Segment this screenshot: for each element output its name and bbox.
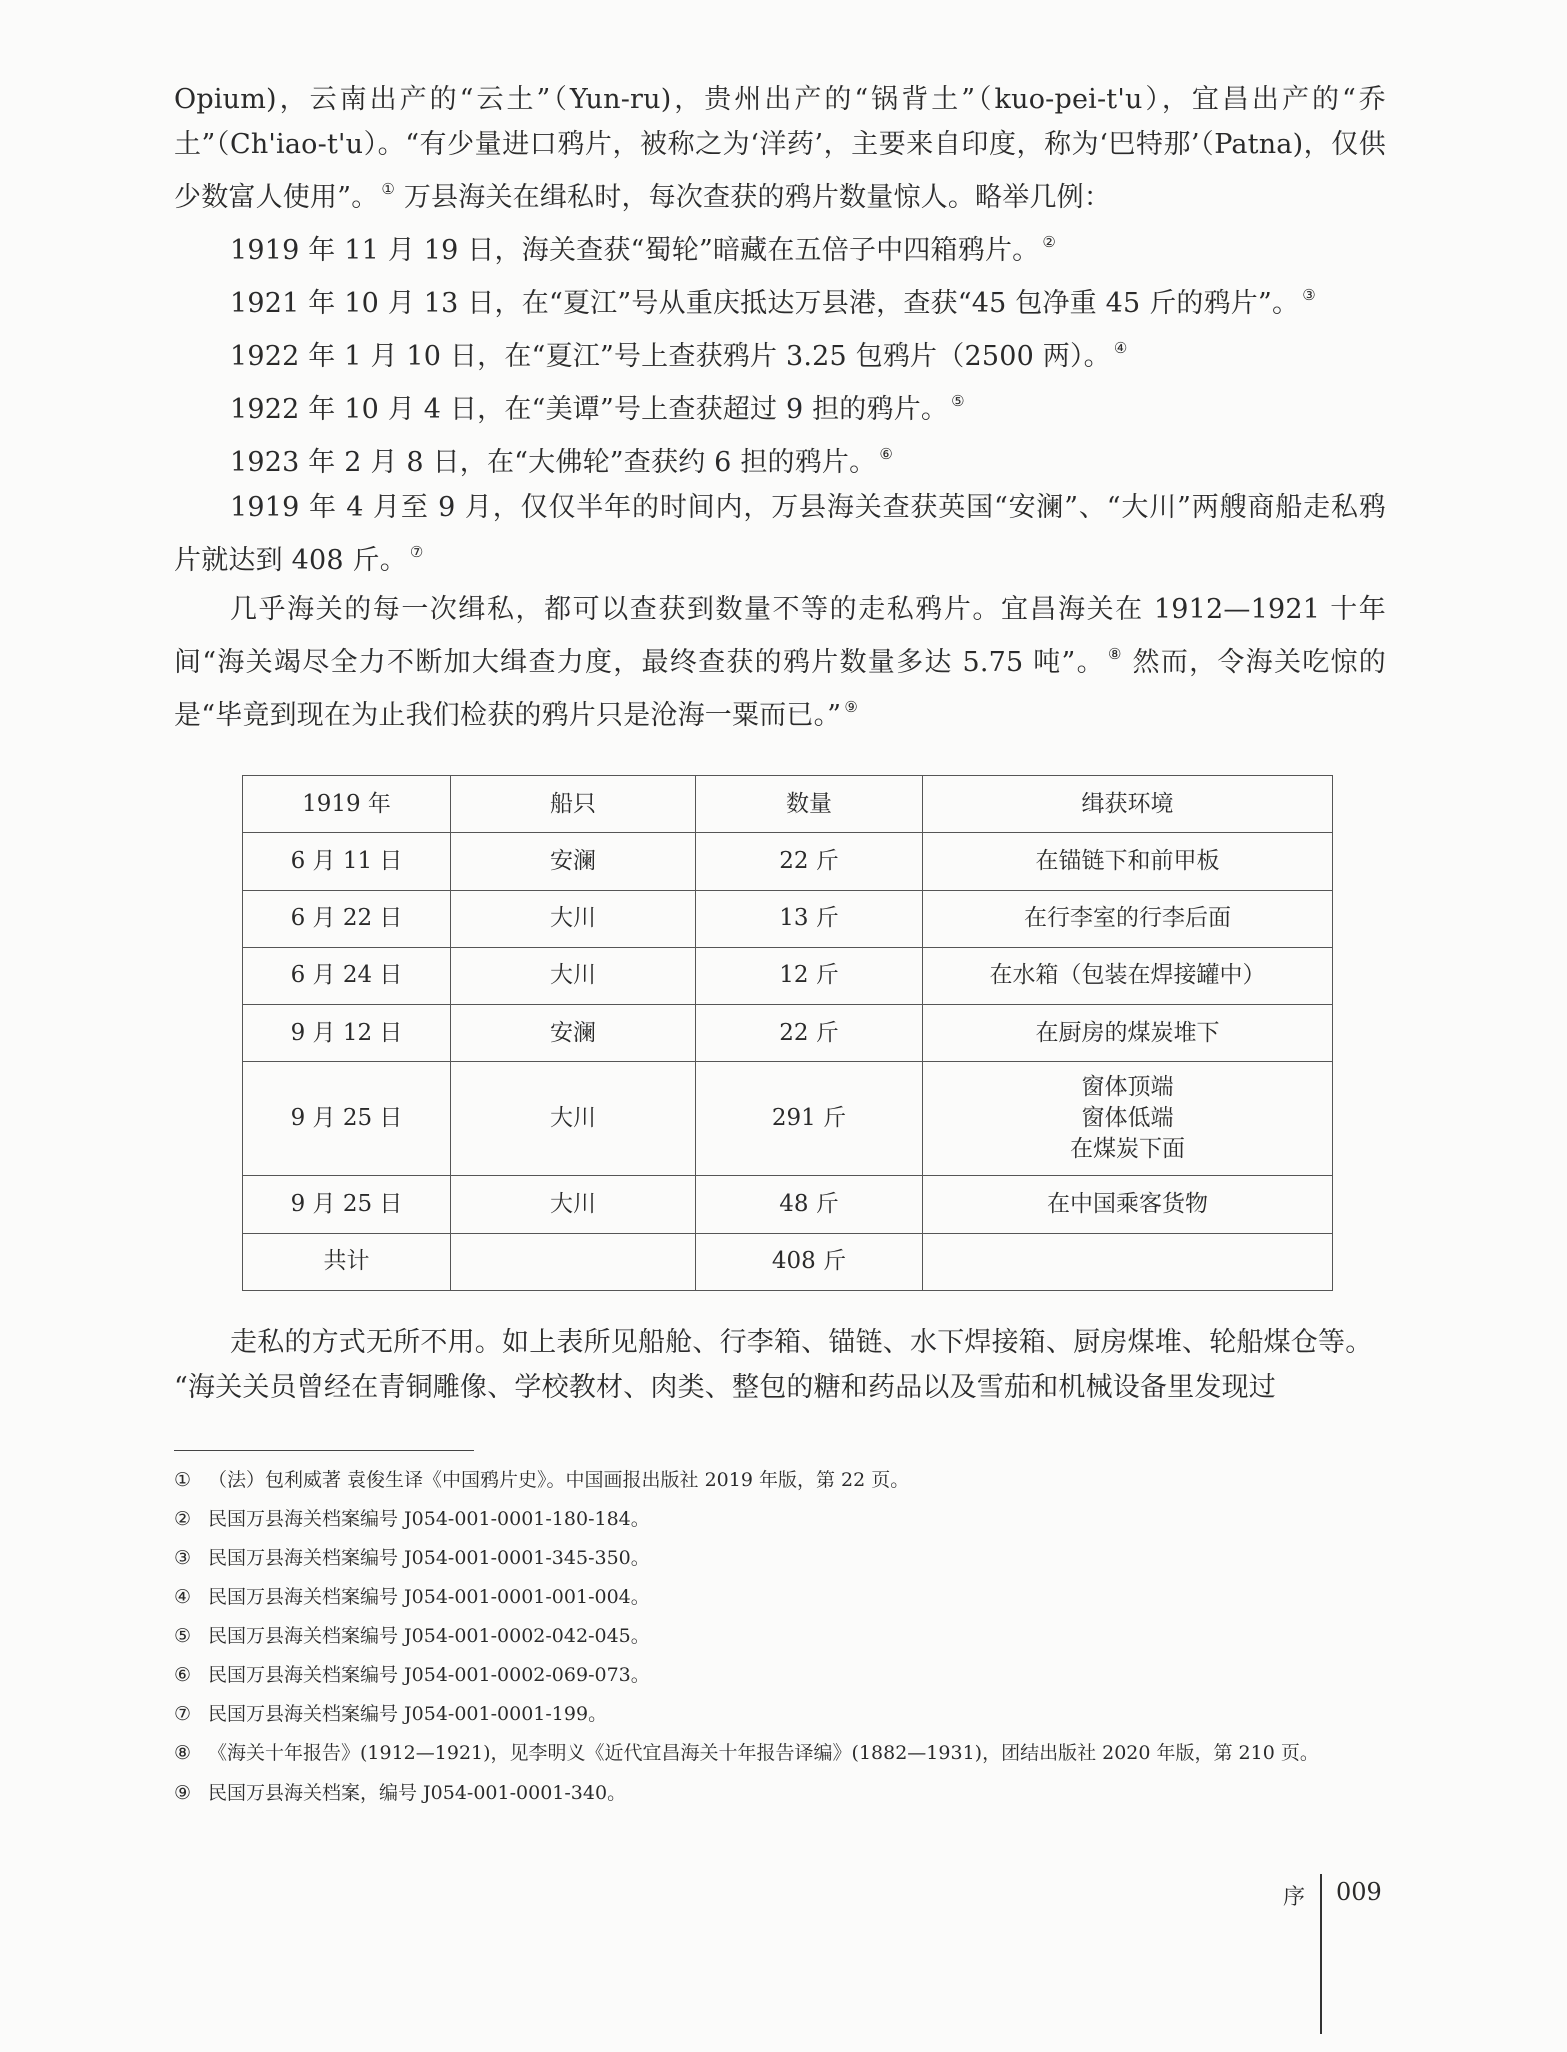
table-cell-environment [923, 1233, 1333, 1290]
table-cell-date: 9 月 25 日 [243, 1176, 451, 1233]
footnote-item: ③ 民国万县海关档案编号 J054-001-0001-345-350。 [174, 1547, 650, 1569]
table-cell-environment: 在锚链下和前甲板 [923, 833, 1333, 890]
paragraph-case-5: 1923 年 2 月 8 日，在“大佛轮”查获约 6 担的鸦片。 ⑥ [230, 445, 893, 478]
table-cell-ship: 大川 [451, 1176, 696, 1233]
table-header-cell: 1919 年 [243, 776, 451, 833]
table-header-cell: 缉获环境 [923, 776, 1333, 833]
table-cell-environment: 在厨房的煤炭堆下 [923, 1005, 1333, 1062]
table-header-cell: 数量 [696, 776, 923, 833]
footnote-ref[interactable]: ⑨ [844, 698, 858, 716]
footnote-ref[interactable]: ⑦ [409, 543, 424, 561]
table-header-row [243, 776, 1333, 833]
table-total-row [243, 1233, 1333, 1290]
table-cell-environment: 在水箱（包装在焊接罐中） [923, 947, 1333, 1004]
table-cell-environment: 在行李室的行李后面 [923, 890, 1333, 947]
table-cell-total-quantity: 408 斤 [696, 1233, 923, 1290]
paragraph-case-1: 1919 年 11 月 19 日，海关查获“蜀轮”暗藏在五倍子中四箱鸦片。 ② [230, 233, 1056, 266]
table-cell-quantity: 13 斤 [696, 890, 923, 947]
footnote-ref[interactable]: ① [381, 180, 396, 198]
footnotes [174, 1450, 1386, 1813]
table-header-cell: 船只 [451, 776, 696, 833]
table-cell-date: 9 月 25 日 [243, 1062, 451, 1176]
table-cell-ship: 安澜 [451, 833, 696, 890]
table-cell-ship: 大川 [451, 890, 696, 947]
environment-line: 在煤炭下面 [1070, 1136, 1185, 1163]
footnote-item: ⑧ 《海关十年报告》(1912—1921)，见李明义《近代宜昌海关十年报告译编》(1882—1931)，团结出版社 2020 年版，第 210 页。 [174, 1742, 1319, 1764]
table-cell-quantity: 48 斤 [696, 1176, 923, 1233]
table-cell-quantity: 291 斤 [696, 1062, 923, 1176]
footnote-ref[interactable]: ⑧ [1107, 645, 1123, 663]
footer-divider [1320, 1874, 1322, 2034]
body-text-top [174, 77, 1386, 738]
table-row [243, 1005, 1333, 1062]
environment-line: 窗体顶端 [1081, 1074, 1174, 1101]
footnote-divider [174, 1450, 474, 1451]
page-number: 009 [1336, 1878, 1382, 1906]
footnote-item: ⑥ 民国万县海关档案编号 J054-001-0002-069-073。 [174, 1664, 650, 1686]
footnote-ref[interactable]: ③ [1302, 286, 1316, 304]
table-cell-ship: 安澜 [451, 1005, 696, 1062]
paragraph-case-4: 1922 年 10 月 4 日，在“美谭”号上查获超过 9 担的鸦片。 ⑤ [230, 392, 965, 425]
paragraph-smuggling-methods: 走私的方式无所不用。如上表所见船舱、行李箱、锚链、水下焊接箱、厨房煤堆、轮船煤仓等。 [230, 1327, 1373, 1358]
footnote-ref[interactable]: ④ [1113, 339, 1128, 357]
paragraph-yichang-customs: 几乎海关的每一次缉私，都可以查获到数量不等的走私鸦片。宜昌海关在 1912—1921 十年间“海关竭尽全力不断加大缉查力度，最终查获的鸦片数量多达 5.75 吨”。 ⑧ 然而，令海关吃惊的是“毕竟到现在为止我们检获的鸦片只是沧海一粟而已。” ⑨ [174, 594, 1386, 731]
table-row [243, 947, 1333, 1004]
footnote-ref[interactable]: ⑤ [951, 392, 965, 410]
table-cell-quantity: 22 斤 [696, 1005, 923, 1062]
footnote-item: ② 民国万县海关档案编号 J054-001-0001-180-184。 [174, 1508, 650, 1530]
table-cell-ship [451, 1233, 696, 1290]
paragraph-case-2: 1921 年 10 月 13 日，在“夏江”号从重庆抵达万县港，查获“45 包净重 45 斤的鸦片”。 ③ [230, 286, 1316, 319]
table-cell-environment [923, 1062, 1333, 1176]
table-cell-quantity: 12 斤 [696, 947, 923, 1004]
paragraph-smuggling-continued: “海关关员曾经在青铜雕像、学校教材、肉类、整包的糖和药品以及雪茄和机械设备里发现过 [174, 1372, 1277, 1403]
footnote-item: ⑨ 民国万县海关档案，编号 J054-001-0001-340。 [174, 1782, 627, 1804]
table-cell-date: 6 月 11 日 [243, 833, 451, 890]
footnote-ref[interactable]: ⑥ [879, 445, 893, 463]
table-row [243, 1176, 1333, 1233]
table-row [243, 833, 1333, 890]
table-cell-quantity: 22 斤 [696, 833, 923, 890]
environment-line: 窗体低端 [1081, 1105, 1174, 1132]
footnote-item: ① （法）包利威著 袁俊生译《中国鸦片史》。中国画报出版社 2019 年版，第 22 页。 [174, 1469, 910, 1491]
table-row [243, 890, 1333, 947]
table-cell-total-label: 共计 [243, 1233, 451, 1290]
paragraph-case-3: 1922 年 1 月 10 日，在“夏江”号上查获鸦片 3.25 包鸦片（2500 两）。 ④ [230, 339, 1128, 372]
table-cell-ship: 大川 [451, 947, 696, 1004]
footnote-item: ④ 民国万县海关档案编号 J054-001-0001-001-004。 [174, 1586, 650, 1608]
table-row [243, 1062, 1333, 1176]
table-cell-date: 9 月 12 日 [243, 1005, 451, 1062]
seizure-table [242, 775, 1333, 1291]
table-cell-date: 6 月 24 日 [243, 947, 451, 1004]
footnote-item: ⑤ 民国万县海关档案编号 J054-001-0002-042-045。 [174, 1625, 650, 1647]
table-cell-date: 6 月 22 日 [243, 890, 451, 947]
paragraph-opium-varieties: Opium)，云南出产的“云土”（Yun-ru)，贵州出产的“锅背土”（kuo-pei-t'u），宜昌出产的“乔土”（Ch'iao-t'u）。“有少量进口鸦片，被称之为‘洋药’，主要来自印度，称为‘巴特那’（Patna)，仅供少数富人使用”。 ① 万县海关在缉私时，每次查获的鸦片数量惊人。略举几例： [174, 84, 1386, 213]
paragraph-half-year-total: 1919 年 4 月至 9 月，仅仅半年的时间内，万县海关查获英国“安澜”、“大川”两艘商船走私鸦片就达到 408 斤。 ⑦ [174, 492, 1386, 576]
table-cell-ship: 大川 [451, 1062, 696, 1176]
table-cell-environment: 在中国乘客货物 [923, 1176, 1333, 1233]
body-text-bottom [174, 1320, 1386, 1410]
footnote-item: ⑦ 民国万县海关档案编号 J054-001-0001-199。 [174, 1703, 608, 1725]
section-label: 序 [1283, 1885, 1306, 1910]
footnote-ref[interactable]: ② [1042, 233, 1056, 251]
